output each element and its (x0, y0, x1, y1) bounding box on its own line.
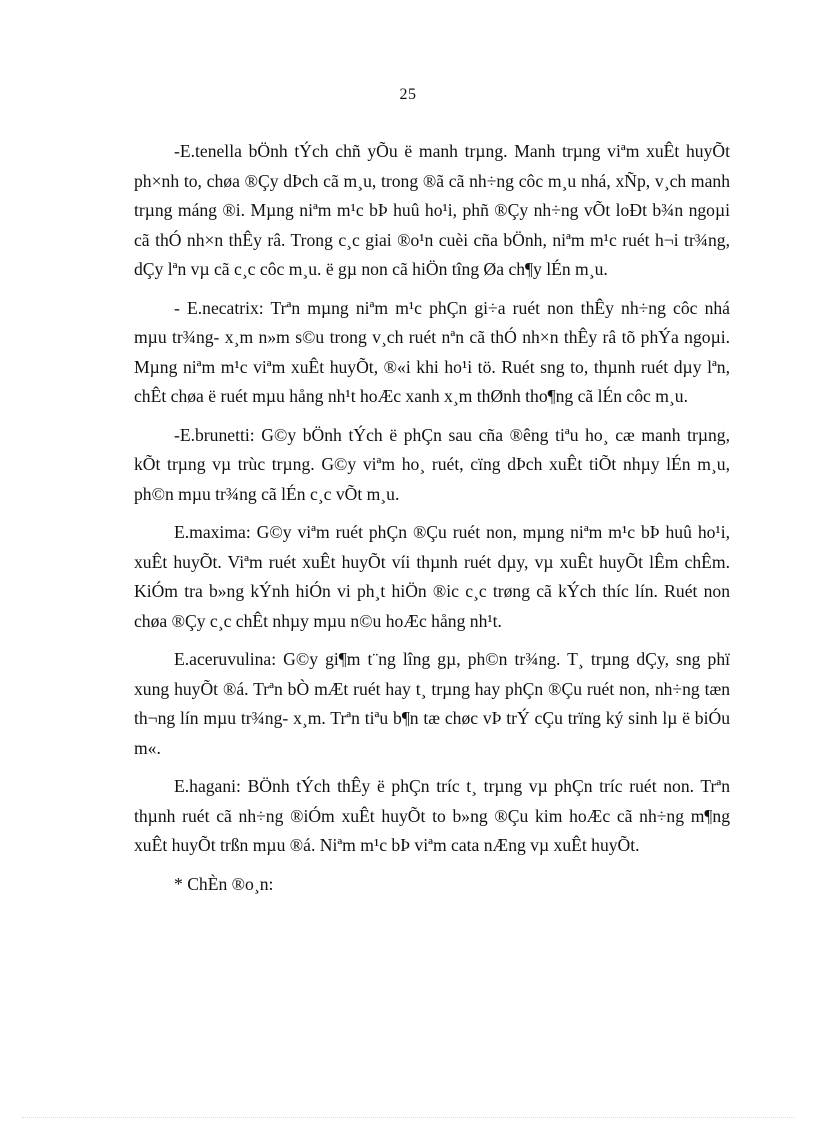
page-bottom-divider (22, 1117, 794, 1118)
paragraph-e-tenella: -E.tenella bÖnh tÝch chñ yÕu ë manh trµng. Manh trµng viªm xuÊt huyÕt ph×nh to, chøa ®Çy dÞch cã m¸u, trong ®ã cã nh÷ng côc m¸u nhá, xÑp, v¸ch manh trµng máng ®i. Mµng niªm m¹c bÞ huû ho¹i, phñ ®Çy nh÷ng vÕt loÐt b¾n ngoµi cã thÓ nh×n thÊy râ. Trong c¸c giai ®o¹n cuèi cña bÖnh, niªm m¹c ruét h¬i tr¾ng, dÇy lªn vµ cã c¸c côc m¸u. ë gµ non cã hiÖn tîng Øa ch¶y lÉn m¸u. (134, 141, 730, 279)
paragraph-e-brunetti: -E.brunetti: G©y bÖnh tÝch ë phÇn sau cña ®êng tiªu ho¸ cæ manh trµng, kÕt trµng vµ trùc trµng. G©y viªm ho¸ ruét, cïng dÞch xuÊt tiÕt nhµy lÉn m¸u, ph©n mµu tr¾ng cã lÉn c¸c vÕt m¸u. (134, 424, 730, 504)
paragraph-e-aceruvulina: E.aceruvulina: G©y gi¶m t¨ng lîng gµ, ph©n tr¾ng. T¸ trµng dÇy, sng phï xung huyÕt ®á. Trªn bÒ mÆt ruét hay t¸ trµng hay phÇn ®Çu ruét non, nh÷ng tæn th¬ng lín mµu tr¾ng- x¸m. Trªn tiªu b¶n tæ chøc vÞ trÝ cÇu trïng ký sinh lµ ë biÓu m«. (134, 649, 730, 758)
document-body (134, 137, 730, 908)
section-heading-diagnosis: * ChÈn ®o¸n: (174, 873, 274, 894)
paragraph-e-maxima: E.maxima: G©y viªm ruét phÇn ®Çu ruét non, mµng niªm m¹c bÞ huû ho¹i, xuÊt huyÕt. Viªm ruét xuÊt huyÕt víi thµnh ruét dµy, vµ xuÊt huyÕt lÊm chÊm. KiÓm tra b»ng kÝnh hiÓn vi ph¸t hiÖn ®ic c¸c trøng cã kÝch thíc lín. Ruét non chøa ®Çy c¸c chÊt nhµy mµu n©u hoÆc hång nh¹t. (134, 522, 730, 631)
paragraph-e-hagani: E.hagani: BÖnh tÝch thÊy ë phÇn tríc t¸ trµng vµ phÇn tríc ruét non. Trªn thµnh ruét cã nh÷ng ®iÓm xuÊt huyÕt to b»ng ®Çu kim hoÆc cã nh÷ng m¶ng xuÊt huyÕt trßn mµu ®á. Niªm m¹c bÞ viªm cata nÆng vµ xuÊt huyÕt. (134, 776, 730, 855)
paragraph-e-necatrix: - E.necatrix: Trªn mµng niªm m¹c phÇn gi÷a ruét non thÊy nh÷ng côc nhá mµu tr¾ng- x¸m n»m s©u trong v¸ch ruét nªn cã thÓ nh×n thÊy râ tõ phÝa ngoµi. Mµng niªm m¹c viªm xuÊt huyÕt, ®«i khi ho¹i tö. Ruét sng to, thµnh ruét dµy lªn, chÊt chøa ë ruét mµu hång nh¹t hoÆc xanh x¸m thØnh tho¶ng cã lÉn côc m¸u. (134, 297, 730, 406)
page-number: 25 (399, 86, 417, 103)
